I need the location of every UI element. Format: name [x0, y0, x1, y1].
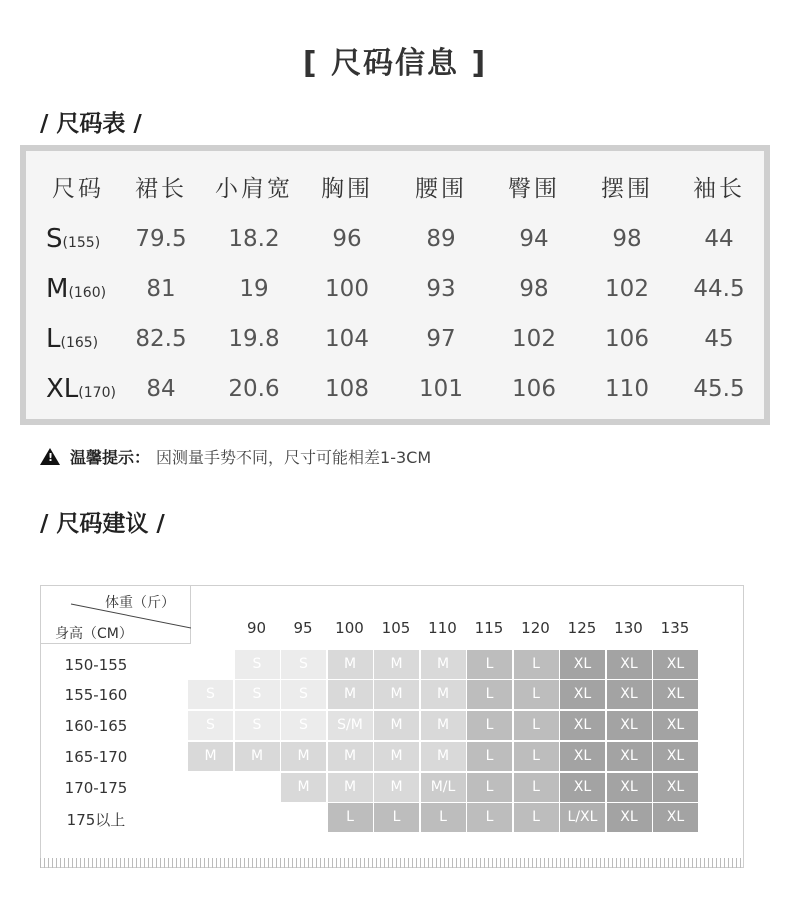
size-cell: XL	[653, 742, 698, 771]
weight-label: 105	[381, 619, 411, 637]
size-label	[46, 269, 106, 309]
size-label	[46, 319, 98, 359]
size-cell: S	[281, 711, 326, 740]
size-cell: XL	[607, 680, 652, 709]
size-cell: L	[467, 803, 512, 832]
size-cell: S	[281, 680, 326, 709]
measure-cell: 18.2	[228, 226, 280, 252]
size-cell: M	[374, 742, 419, 771]
header-cell: 袖长	[693, 176, 745, 202]
size-cell: M	[374, 711, 419, 740]
size-cell: M	[328, 773, 373, 802]
size-name: L	[46, 324, 61, 354]
size-cell: M	[421, 650, 466, 679]
header-cell: 摆围	[601, 176, 653, 202]
measure-cell: 97	[426, 326, 456, 352]
measure-cell: 45	[704, 326, 734, 352]
corner-height-label: 身高（CM）	[55, 626, 133, 642]
size-name: XL	[46, 374, 79, 404]
size-name: S	[46, 224, 63, 254]
size-cell: M	[374, 650, 419, 679]
size-cell: L	[467, 680, 512, 709]
measure-cell: 44.5	[693, 276, 745, 302]
measure-cell: 19.8	[228, 326, 280, 352]
weight-label: 135	[660, 619, 690, 637]
header-cell: 裙长	[135, 176, 187, 202]
height-label: 175以上	[66, 811, 126, 829]
size-cell: M/L	[421, 773, 466, 802]
size-height: (170)	[78, 385, 116, 401]
size-cell: XL	[560, 711, 605, 740]
size-cell: M	[328, 650, 373, 679]
header-cell: 胸围	[321, 176, 373, 202]
size-cell: M	[235, 742, 280, 771]
size-cell: L	[467, 650, 512, 679]
header-cell: 尺码	[52, 176, 104, 202]
main-title: [ 尺码信息 ]	[302, 46, 488, 81]
measure-cell: 94	[519, 226, 549, 252]
height-label: 160-165	[64, 717, 128, 735]
size-cell: S	[235, 711, 280, 740]
measure-cell: 102	[512, 326, 556, 352]
measure-cell: 82.5	[135, 326, 187, 352]
size-height: (160)	[68, 285, 107, 301]
size-cell: M	[328, 680, 373, 709]
size-cell: XL	[560, 742, 605, 771]
size-cell: M	[281, 742, 326, 771]
size-label	[46, 219, 100, 259]
corner-weight-label: 体重（斤）	[105, 595, 175, 611]
size-cell: L	[514, 742, 559, 771]
size-cell: L	[328, 803, 373, 832]
size-cell: XL	[560, 680, 605, 709]
size-cell: XL	[653, 650, 698, 679]
size-cell: XL	[653, 680, 698, 709]
measure-cell: 81	[146, 276, 176, 302]
weight-label: 120	[521, 619, 550, 637]
size-cell: XL	[607, 803, 652, 832]
size-cell: L	[514, 680, 559, 709]
size-cell: M	[421, 742, 466, 771]
size-cell: L	[421, 803, 466, 832]
header-cell: 腰围	[415, 176, 467, 202]
weight-label: 110	[428, 619, 457, 637]
measure-cell: 100	[325, 276, 369, 302]
size-cell: S	[235, 680, 280, 709]
size-cell: M	[374, 773, 419, 802]
size-cell: XL	[653, 711, 698, 740]
size-cell: XL	[653, 803, 698, 832]
weight-label: 115	[474, 619, 504, 637]
measure-cell: 96	[332, 226, 362, 252]
measure-cell: 19	[239, 276, 269, 302]
size-cell: XL	[653, 773, 698, 802]
size-name: M	[46, 274, 69, 304]
header-cell: 小肩宽	[215, 176, 293, 202]
size-cell: L	[467, 773, 512, 802]
weight-label: 100	[335, 619, 364, 637]
notice	[40, 445, 431, 468]
measure-cell: 79.5	[135, 226, 187, 252]
size-height: (155)	[62, 235, 101, 251]
size-cell: L	[514, 711, 559, 740]
size-cell: M	[328, 742, 373, 771]
warning-icon	[40, 448, 60, 465]
size-cell: L	[514, 773, 559, 802]
measure-cell: 108	[325, 376, 369, 402]
size-label	[46, 369, 116, 409]
size-cell: L	[467, 742, 512, 771]
size-recommend-grid	[40, 585, 744, 868]
size-cell: S	[281, 650, 326, 679]
size-cell: L	[467, 711, 512, 740]
measure-cell: 102	[605, 276, 649, 302]
size-cell: XL	[607, 742, 652, 771]
size-cell: M	[374, 680, 419, 709]
size-cell: XL	[607, 773, 652, 802]
height-label: 150-155	[64, 656, 128, 674]
measure-cell: 98	[519, 276, 549, 302]
measure-cell: 93	[426, 276, 456, 302]
recommend-title: / 尺码建议 /	[40, 511, 165, 537]
size-table-title: / 尺码表 /	[40, 111, 142, 137]
measure-cell: 101	[419, 376, 463, 402]
notice-text: 因测量手势不同，尺寸可能相差1-3CM	[156, 448, 432, 467]
measure-cell: 84	[146, 376, 176, 402]
ruler-decoration	[40, 858, 744, 868]
weight-label: 90	[246, 619, 267, 637]
size-cell: M	[281, 773, 326, 802]
size-cell: XL	[607, 711, 652, 740]
size-cell: M	[421, 711, 466, 740]
weight-label: 95	[293, 619, 313, 637]
measure-cell: 89	[426, 226, 456, 252]
size-cell: M	[421, 680, 466, 709]
size-cell: XL	[607, 650, 652, 679]
height-label: 170-175	[64, 779, 128, 797]
size-height: (165)	[60, 335, 99, 351]
measure-cell: 106	[605, 326, 649, 352]
measure-cell: 106	[512, 376, 556, 402]
measure-cell: 45.5	[693, 376, 745, 402]
size-cell: S	[235, 650, 280, 679]
measure-cell: 110	[605, 376, 649, 402]
size-cell: L	[514, 803, 559, 832]
measure-cell: 104	[325, 326, 369, 352]
weight-label: 125	[567, 619, 597, 637]
size-cell: S	[188, 680, 233, 709]
size-chart	[20, 145, 770, 425]
notice-label: 温馨提示：	[70, 448, 151, 467]
size-cell: S/M	[328, 711, 373, 740]
size-cell: XL	[560, 650, 605, 679]
grid-corner	[41, 586, 191, 644]
measure-cell: 20.6	[228, 376, 280, 402]
size-cell: L	[374, 803, 419, 832]
height-label: 165-170	[64, 748, 128, 766]
header-cell: 臀围	[508, 176, 560, 202]
size-cell: S	[188, 711, 233, 740]
size-cell: M	[188, 742, 233, 771]
size-cell: L	[514, 650, 559, 679]
measure-cell: 44	[704, 226, 734, 252]
size-cell: L/XL	[560, 803, 605, 832]
measure-cell: 98	[612, 226, 642, 252]
weight-label: 130	[614, 619, 643, 637]
size-cell: XL	[560, 773, 605, 802]
height-label: 155-160	[64, 686, 128, 704]
